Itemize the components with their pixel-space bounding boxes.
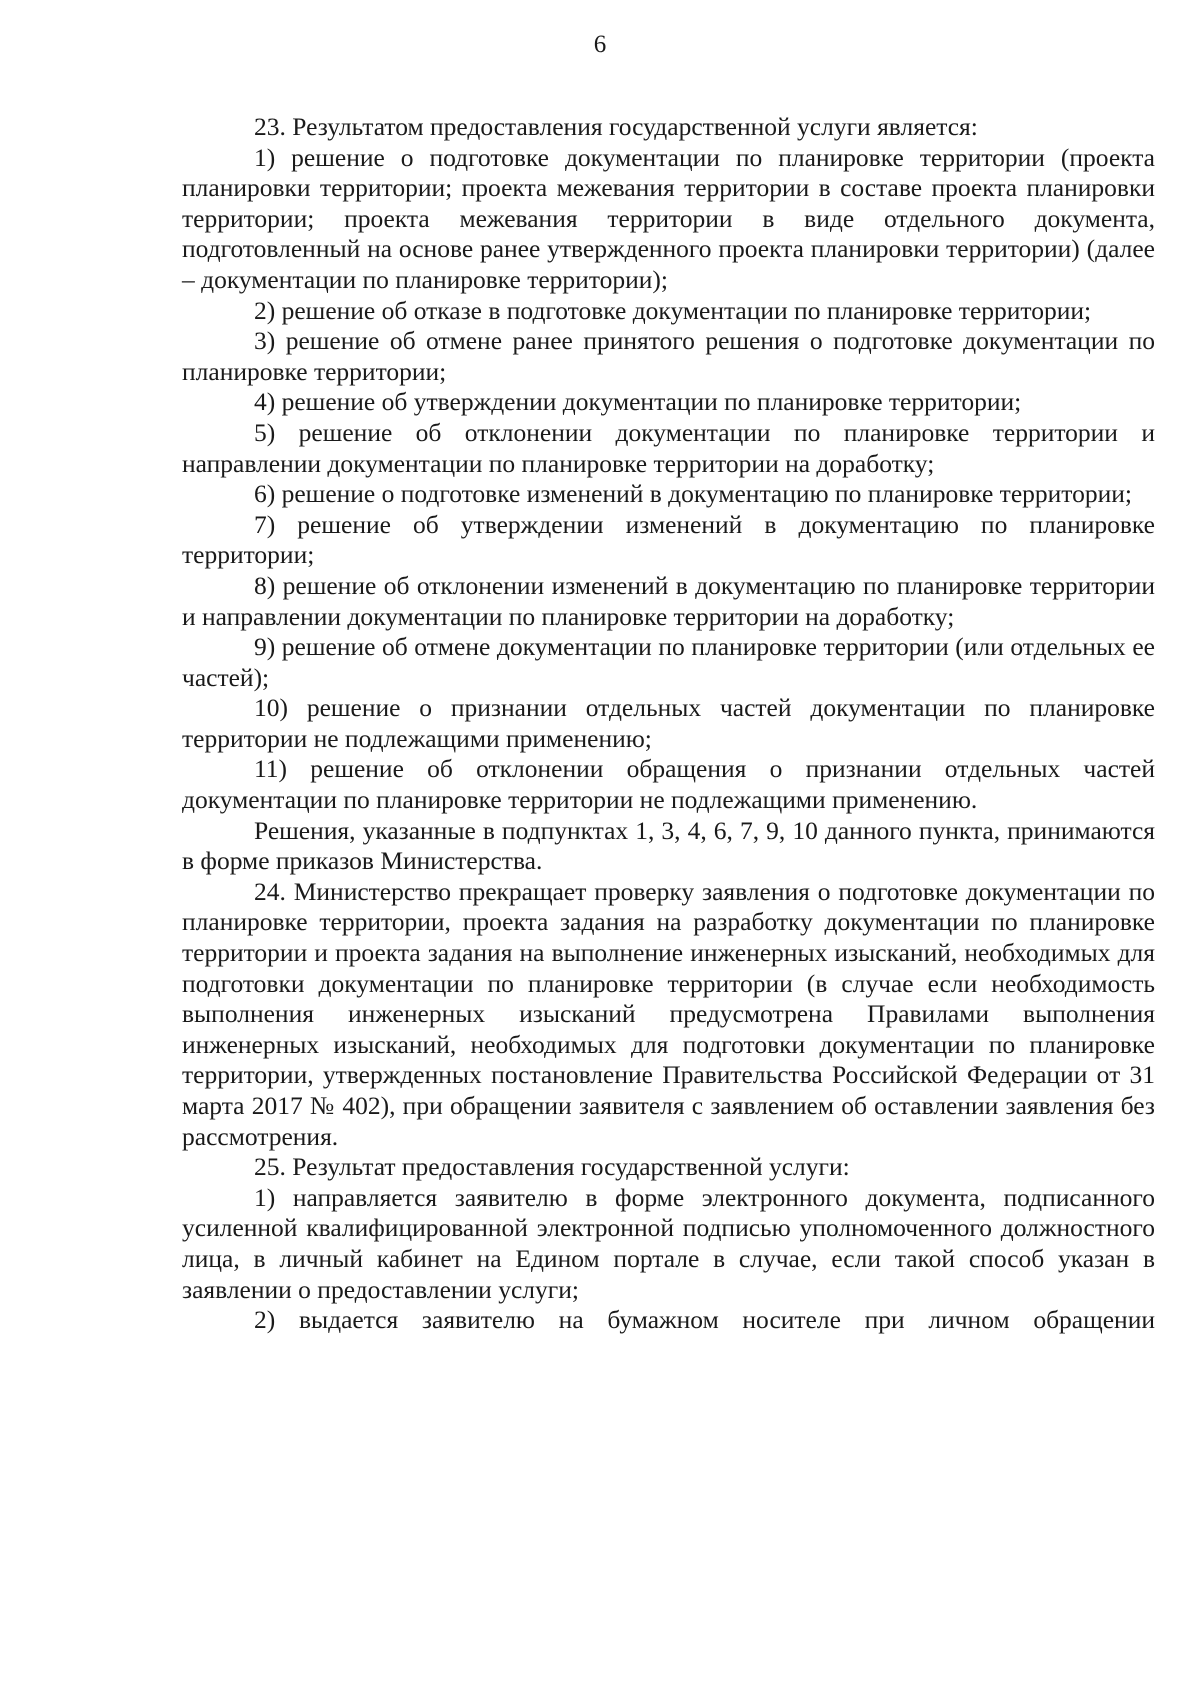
list-item-6: 6) решение о подготовке изменений в документацию по планировке территории; [254, 479, 1132, 509]
list-item-1: 1) решение о подготовке документации по планировке территории (проекта планировки территории; проекта межевания территории в составе проекта планировки территории; проекта межевания территории в виде отдельного документа, подготовленный на основе ранее утвержденного проекта планировки территории) (далее – документации по планировке территории); [182, 142, 1155, 294]
paragraph-23-heading: 23. Результатом предоставления государственной услуги является: [254, 112, 978, 141]
paragraph-24: 24. Министерство прекращает проверку заявления о подготовке документации по планировке территории, проекта задания на разработку документации по планировке территории и проекта задания на выполнение инженерных изысканий, необходимых для подготовки документации по планировке территории (в случае если необходимость выполнения инженерных изысканий предусмотрена Правилами выполнения инженерных изысканий, необходимых для подготовки документации по планировке территории, утвержденных постановление Правительства Российской Федерации от 31 марта 2017 № 402), при обращении заявителя с заявлением об оставлении заявления без рассмотрения. [182, 876, 1155, 1151]
list-item-8: 8) решение об отклонении изменений в документацию по планировке территории и направлении документации по планировке территории на доработку; [182, 570, 1155, 631]
document-body [182, 112, 1155, 1336]
list-item-9: 9) решение об отмене документации по планировке территории (или отдельных ее частей); [182, 632, 1155, 692]
list-item-7: 7) решение об утверждении изменений в документацию по планировке территории; [182, 509, 1155, 570]
list-item-4: 4) решение об утверждении документации по планировке территории; [254, 387, 1022, 417]
decisions-note: Решения, указанные в подпунктах 1, 3, 4, 6, 7, 9, 10 данного пункта, принимаются в форме приказов Министерства. [182, 815, 1155, 876]
page-number: 6 [593, 31, 607, 58]
result-item-1: 1) направляется заявителю в форме электронного документа, подписанного усиленной квалифицированной электронной подписью уполномоченного должностного лица, в личный кабинет на Едином портале в случае, если такой способ указан в заявлении о предоставлении услуги; [182, 1182, 1155, 1304]
result-item-2: 2) выдается заявителю на бумажном носителе при личном обращении [254, 1305, 1155, 1335]
list-item-10: 10) решение о признании отдельных частей документации по планировке территории не подлежащими применению; [182, 693, 1155, 753]
list-item-5: 5) решение об отклонении документации по планировке территории и направлении документации по планировке территории на доработку; [182, 417, 1155, 478]
list-item-3: 3) решение об отмене ранее принятого решения о подготовке документации по планировке территории; [182, 326, 1155, 386]
paragraph-25-heading: 25. Результат предоставления государственной услуги: [254, 1152, 850, 1182]
list-item-2: 2) решение об отказе в подготовке документации по планировке территории; [254, 295, 1092, 325]
list-item-11: 11) решение об отклонении обращения о признании отдельных частей документации по планировке территории не подлежащими применению. [182, 754, 1155, 815]
